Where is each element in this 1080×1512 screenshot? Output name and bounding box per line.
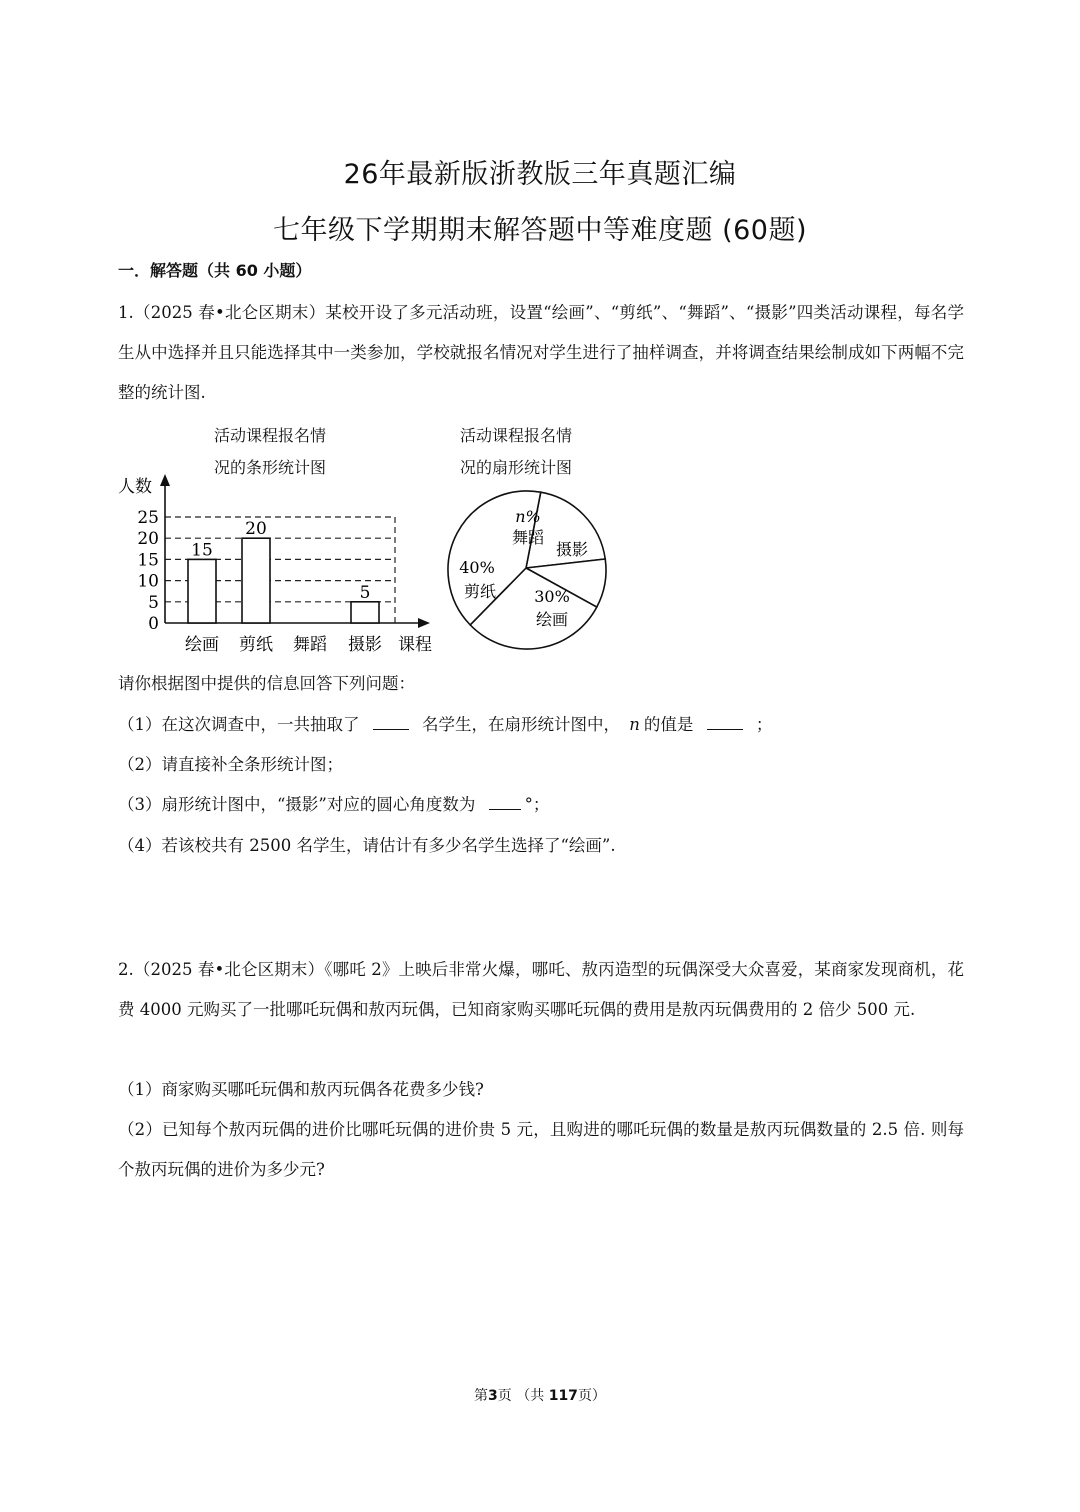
bar-category-label: 摄影 <box>348 635 382 655</box>
bar-value-label: 20 <box>245 519 267 540</box>
doc-title-line-1: 26年最新版浙教版三年真题汇编 <box>343 159 737 190</box>
bar-y-tick-label: 0 <box>148 614 159 634</box>
pie-name-label: 摄影 <box>555 540 589 559</box>
bar-y-tick-label: 20 <box>137 529 159 550</box>
bar-y-tick-label: 5 <box>148 592 159 613</box>
pie-chart-caption-1: 活动课程报名情 <box>460 426 573 445</box>
pie-chart-caption-2: 况的扇形统计图 <box>460 458 573 477</box>
bar-x-axis-arrow <box>418 618 430 628</box>
q1-sub1-blank-2[interactable] <box>707 715 743 730</box>
pie-name-label: 舞蹈 <box>511 528 545 547</box>
bar-绘画 <box>188 559 216 623</box>
q1-sub3-text-a: （3）扇形统计图中，“摄影”对应的圆心角度数为 <box>118 795 476 814</box>
q1-sub1-text-b: 名学生，在扇形统计图中， <box>422 715 620 734</box>
footer-prefix: 第 <box>474 1388 489 1404</box>
q1-sub1-text-c: 的值是 <box>643 715 694 734</box>
q1-sub3-blank[interactable] <box>489 795 521 810</box>
bar-chart <box>110 470 440 660</box>
bar-category-label: 舞蹈 <box>293 635 327 655</box>
bar-category-label: 绘画 <box>185 635 219 655</box>
q1-sub4: （4）若该校共有 2500 名学生，请估计有多少名学生选择了“绘画”. <box>118 836 616 855</box>
q1-sub1 <box>118 713 772 737</box>
bar-摄影 <box>351 602 379 623</box>
bar-category-label: 剪纸 <box>239 635 273 655</box>
section-heading: 一．解答题（共 60 小题） <box>118 261 312 280</box>
bar-chart-caption-2: 况的条形统计图 <box>214 458 327 477</box>
bar-y-tick-label: 10 <box>137 571 159 592</box>
q2-sub1: （1）商家购买哪吒玩偶和敖丙玩偶各花费多少钱? <box>118 1080 484 1099</box>
bar-y-axis-arrow <box>160 474 170 486</box>
q1-sub3 <box>118 793 549 817</box>
q1-sub2: （2）请直接补全条形统计图； <box>118 755 343 774</box>
footer-suffix: 页） <box>577 1388 606 1404</box>
pie-percent-label: 40% <box>459 558 495 577</box>
pie-name-label: 绘画 <box>535 610 569 629</box>
bar-y-tick-label: 25 <box>137 508 159 528</box>
q2-stem: 2.（2025 春•北仑区期末）《哪吒 2》上映后非常火爆，哪吒、敖丙造型的玩偶深受大众喜爱，某商家发现商机，花费 4000 元购买了一批哪吒玩偶和敖丙玩偶，已知商家购买哪吒玩偶的费用是敖丙玩偶费用的 2 倍少 500 元. <box>118 960 964 1019</box>
pie-name-label: 剪纸 <box>463 582 497 601</box>
q1-sub3-text-b: °； <box>524 795 550 814</box>
bar-y-tick-label: 15 <box>137 550 159 571</box>
q1-stem: 1.（2025 春•北仑区期末）某校开设了多元活动班，设置“绘画”、“剪纸”、“舞蹈”、“摄影”四类活动课程，每名学生从中选择并且只能选择其中一类参加，学校就报名情况对学生进行了抽样调查，并将调查结果绘制成如下两幅不完整的统计图. <box>118 303 964 402</box>
bar-剪纸 <box>242 538 270 623</box>
bar-x-axis-label: 课程 <box>398 635 432 655</box>
footer-middle: 页 （共 <box>497 1388 545 1404</box>
pie-percent-label: n% <box>515 507 541 526</box>
q1-sub1-text-d: ； <box>755 715 773 734</box>
bar-chart-caption-1: 活动课程报名情 <box>214 426 327 445</box>
bar-value-label: 5 <box>359 582 371 603</box>
bar-value-label: 15 <box>191 540 213 561</box>
q1-sub1-blank-1[interactable] <box>373 715 409 730</box>
page-footer <box>0 1385 1080 1405</box>
q1-intro: 请你根据图中提供的信息回答下列问题： <box>118 674 415 693</box>
bar-y-axis-label: 人数 <box>118 477 152 497</box>
q1-sub1-text-a: （1）在这次调查中，一共抽取了 <box>118 715 360 734</box>
pie-chart <box>440 485 620 655</box>
q1-sub1-n: n <box>629 715 640 734</box>
pie-percent-label: 30% <box>534 587 570 606</box>
footer-total-pages: 117 <box>548 1388 578 1404</box>
q2-sub2: （2）已知每个敖丙玩偶的进价比哪吒玩偶的进价贵 5 元，且购进的哪吒玩偶的数量是敖丙玩偶数量的 2.5 倍. 则每个敖丙玩偶的进价为多少元? <box>118 1120 964 1179</box>
footer-page-number: 3 <box>488 1388 498 1404</box>
doc-title-line-2: 七年级下学期期末解答题中等难度题 (60题) <box>272 215 807 246</box>
